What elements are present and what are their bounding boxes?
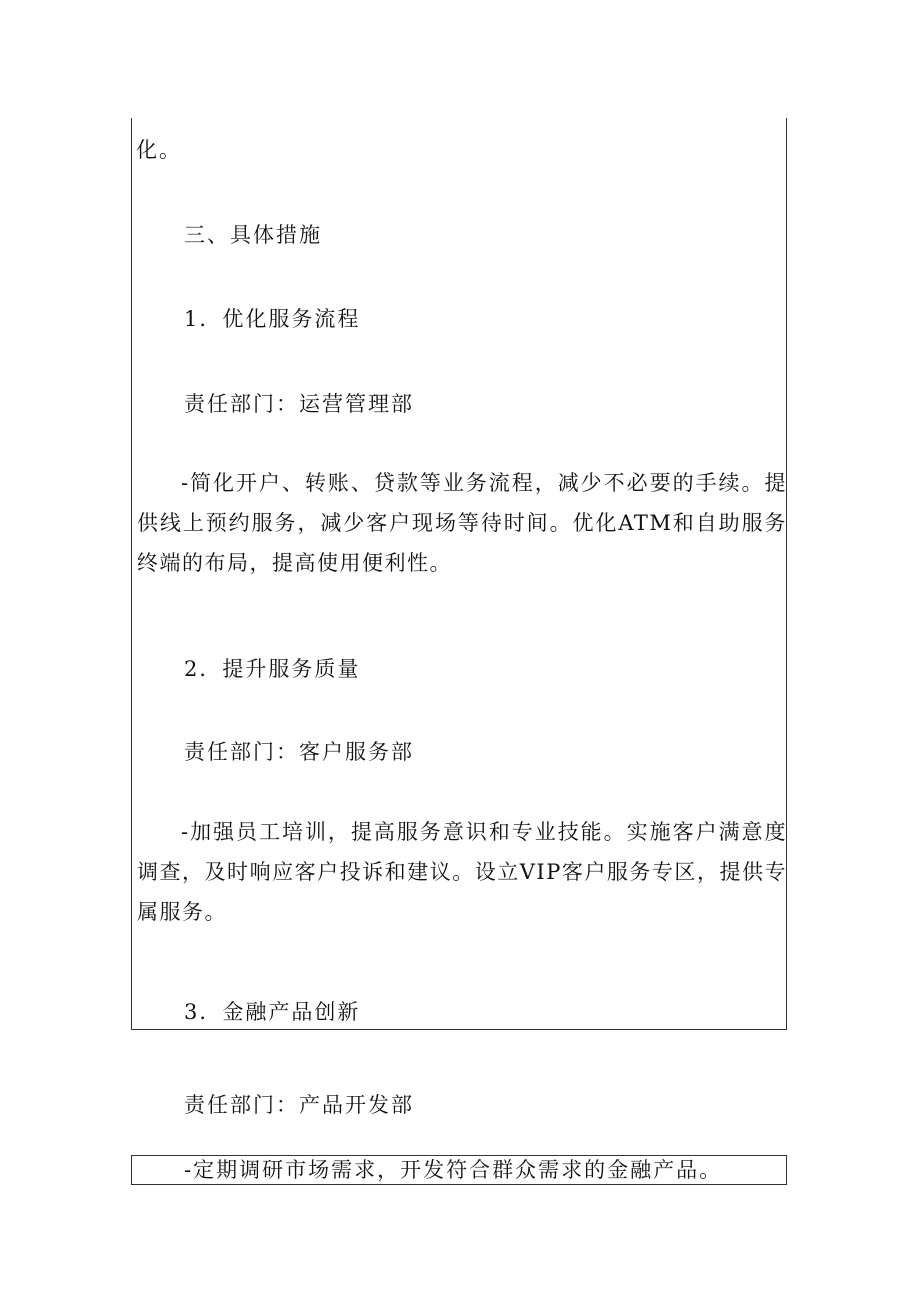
item-department-3: 责任部门：产品开发部 — [184, 1093, 414, 1117]
section-heading: 三、具体措施 — [184, 223, 322, 247]
item-body-1: -简化开户、转账、贷款等业务流程，减少不必要的手续。提供线上预约服务，减少客户现场等待时间。优化ATM和自助服务终端的布局，提高使用便利性。 — [137, 471, 787, 575]
item-title-1: 1．优化服务流程 — [184, 307, 361, 331]
item-title-2: 2．提升服务质量 — [184, 657, 361, 681]
item-body-3: -定期调研市场需求，开发符合群众需求的金融产品。 — [184, 1158, 723, 1182]
item-department-2: 责任部门：客户服务部 — [184, 740, 414, 764]
continuation-text: 化。 — [136, 138, 182, 162]
item-title-3: 3．金融产品创新 — [184, 1000, 361, 1024]
item-body-2: -加强员工培训，提高服务意识和专业技能。实施客户满意度调查，及时响应客户投诉和建议。设立VIP客户服务专区，提供专属服务。 — [137, 820, 787, 924]
item-department-1: 责任部门：运营管理部 — [184, 392, 414, 416]
